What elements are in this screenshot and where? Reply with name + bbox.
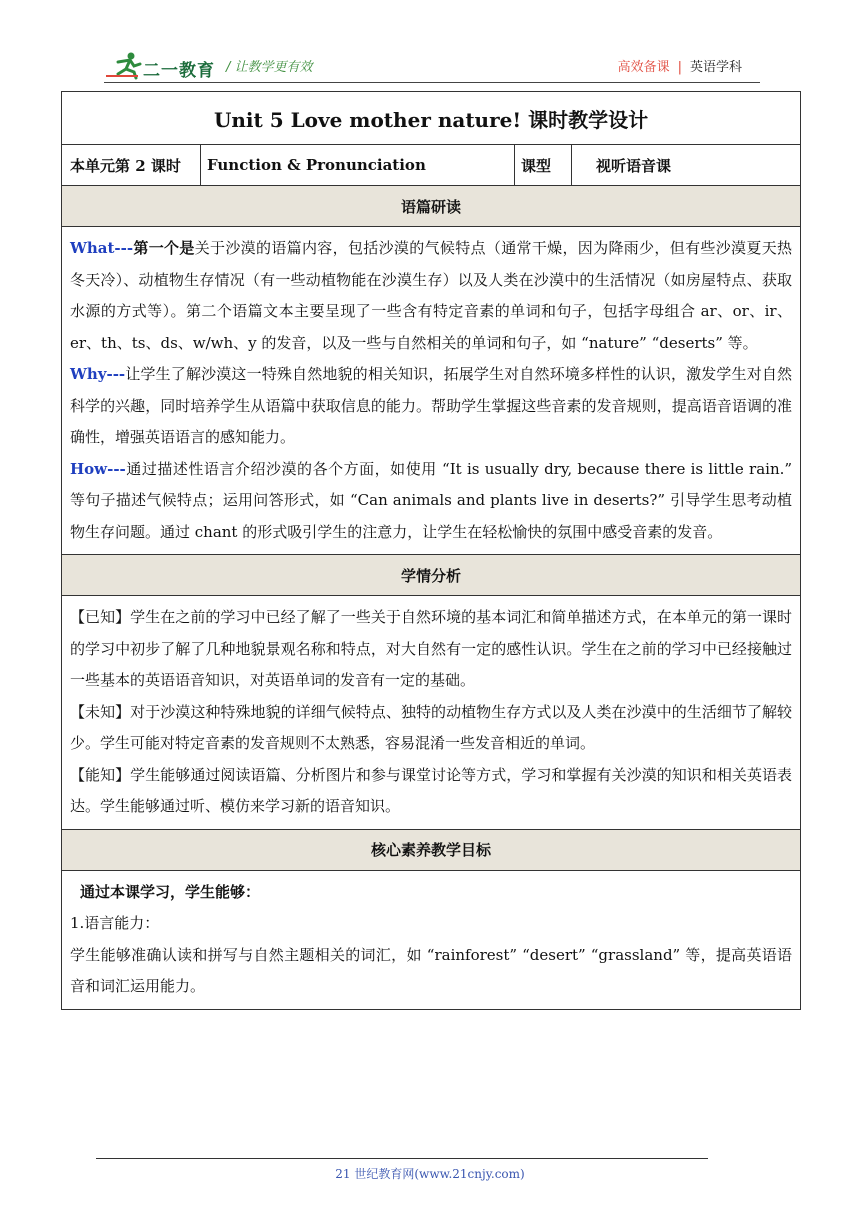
lesson-design-table <box>61 91 801 1010</box>
known-paragraph: 【已知】学生在之前的学习中已经了解了一些关于自然环境的基本词汇和简单描述方式，在本单元的第一课时的学习中初步了解了几种地貌景观名称和特点，对大自然有一定的感性认识。学生在之前的学习中已经接触过一些基本的英语语音知识，对英语单词的发音有一定的基础。 <box>70 608 793 689</box>
goal-item-1-title: 1.语言能力： <box>70 914 160 932</box>
goals-lead: 通过本课学习，学生能够： <box>80 882 261 901</box>
how-paragraph <box>70 454 792 549</box>
why-label: Why--- <box>70 365 126 383</box>
what-label: What--- <box>70 239 134 257</box>
lesson-topic: Function & Pronunciation <box>201 145 515 186</box>
section-heading-text-study: 语篇研读 <box>62 186 801 227</box>
what-paragraph <box>70 233 792 359</box>
lesson-type-label: 课型 <box>515 145 572 186</box>
header-divider <box>104 82 760 83</box>
header-subject: 英语学科 <box>689 60 742 75</box>
section-heading-learner-analysis: 学情分析 <box>62 555 801 596</box>
header-separator: | <box>677 60 682 75</box>
what-text: 关于沙漠的语篇内容，包括沙漠的气候特点（通常干燥，因为降雨少，但有些沙漠夏天热冬天冷）、动植物生存情况（有一些动植物能在沙漠生存）以及人类在沙漠中的生活情况（如房屋特点、获取水源的方式等）。第二个语篇文本主要呈现了一些含有特定音素的单词和句子，包括字母组合 ar、or、ir、er、th、ts、ds、w/wh、y 的发音，以及一些与自然相关的单词和句子，如 “nature” “deserts” 等。 <box>70 239 793 352</box>
document-title: Unit 5 Love mother nature! 课时教学设计 <box>62 92 801 145</box>
what-bold: 第一个是 <box>133 239 195 257</box>
why-text: 让学生了解沙漠这一特殊自然地貌的相关知识，拓展学生对自然环境多样性的认识，激发学生对自然科学的兴趣，同时培养学生从语篇中获取信息的能力。帮助学生掌握这些音素的发音规则，提高语音语调的准确性，增强英语语言的感知能力。 <box>70 365 793 446</box>
lesson-number-label: 本单元第 2 课时 <box>62 145 201 186</box>
how-label: How--- <box>70 459 126 478</box>
unknown-paragraph: 【未知】对于沙漠这种特殊地貌的详细气候特点、独特的动植物生存方式以及人类在沙漠中的生活细节了解较少。学生可能对特定音素的发音规则不太熟悉，容易混淆一些发音相近的单词。 <box>70 702 793 752</box>
section-heading-goals: 核心素养教学目标 <box>62 829 801 870</box>
how-text: 通过描述性语言介绍沙漠的各个方面，如使用 “It is usually dry, because there is little rain.” 等句子描述气候特点；运用问答形式，如 “Can animals and plants live in deserts?” 引导学生思考动植物生存问题。通过 chant 的形式吸引学生的注意力，让学生在轻松愉快的氛围中感受音素的发音。 <box>70 459 793 541</box>
brand-name: 二一教育 <box>143 61 215 81</box>
lesson-info-row <box>62 145 801 186</box>
why-paragraph <box>70 359 792 454</box>
footer-source: 21 世纪教育网(www.21cnjy.com) <box>335 1167 525 1181</box>
text-study-body <box>62 227 801 555</box>
goals-body <box>62 870 801 1009</box>
able-paragraph: 【能知】学生能够通过阅读语篇、分析图片和参与课堂讨论等方式，学习和掌握有关沙漠的知识和相关英语表达。学生能够通过听、模仿来学习新的语音知识。 <box>70 765 793 815</box>
goal-item-1-text: 学生能够准确认读和拼写与自然主题相关的词汇，如 “rainforest” “desert” “grassland” 等，提高英语语音和词汇运用能力。 <box>70 945 793 995</box>
header-accent-text: 高效备课 <box>617 60 670 75</box>
page-header <box>0 0 860 90</box>
lesson-type-value: 视听语音课 <box>572 145 801 186</box>
learner-analysis-body <box>62 596 801 830</box>
header-tagline <box>618 56 742 75</box>
brand-slogan: / 让教学更有效 <box>226 60 313 75</box>
footer-divider <box>96 1158 708 1159</box>
